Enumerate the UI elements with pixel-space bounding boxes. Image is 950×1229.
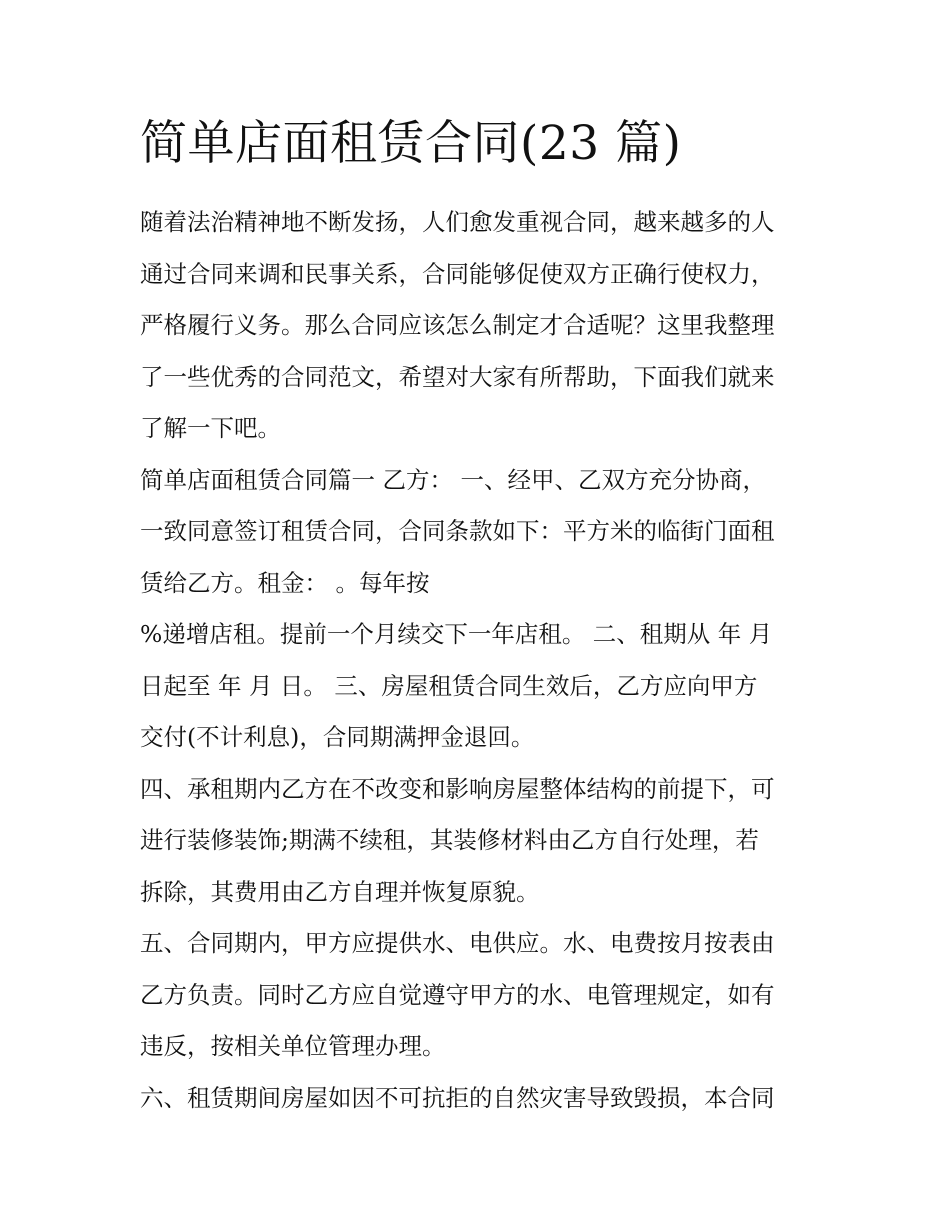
body-line: 赁给乙方。租金： 。每年按 [140,568,430,597]
body-line: 严格履行义务。那么合同应该怎么制定才合适呢？这里我整理 [140,311,775,339]
body-line: 拆除，其费用由乙方自理并恢复原貌。 [140,877,540,906]
body-line: 简单店面租赁合同篇一 乙方： 一、经甲、乙双方充分协商， [140,465,766,494]
body-line: 进行装修装饰;期满不续租，其装修材料由乙方自行处理，若 [140,826,759,854]
body-line: 了解一下吧。 [140,414,281,442]
body-line: 六、租赁期间房屋如因不可抗拒的自然灾害导致毁损，本合同 [140,1083,775,1112]
body-line: 交付(不计利息)，合同期满押金退回。 [140,723,535,751]
body-line: 五、合同期内，甲方应提供水、电供应。水、电费按月按表由 [140,929,775,957]
body-line: 一致同意签订租赁合同，合同条款如下：平方米的临街门面租 [140,517,775,545]
body-line: 乙方负责。同时乙方应自觉遵守甲方的水、电管理规定，如有 [140,980,775,1009]
body-line: 日起至 年 月 日。 三、房屋租赁合同生效后，乙方应向甲方 [140,671,758,700]
body-line: 违反，按相关单位管理办理。 [140,1032,446,1060]
body-line: 通过合同来调和民事关系，合同能够促使双方正确行使权力， [140,259,775,288]
body-line: 了一些优秀的合同范文，希望对大家有所帮助，下面我们就来 [140,362,775,391]
document-title: 简单店面租赁合同(23 篇) [140,116,682,171]
body-line: %递增店租。提前一个月续交下一年店租。 二、租期从 年 月 [140,620,773,648]
body-line: 四、承租期内乙方在不改变和影响房屋整体结构的前提下，可 [140,774,775,803]
document-body [140,197,820,1124]
body-line: 随着法治精神地不断发扬，人们愈发重视合同，越来越多的人 [140,208,775,236]
